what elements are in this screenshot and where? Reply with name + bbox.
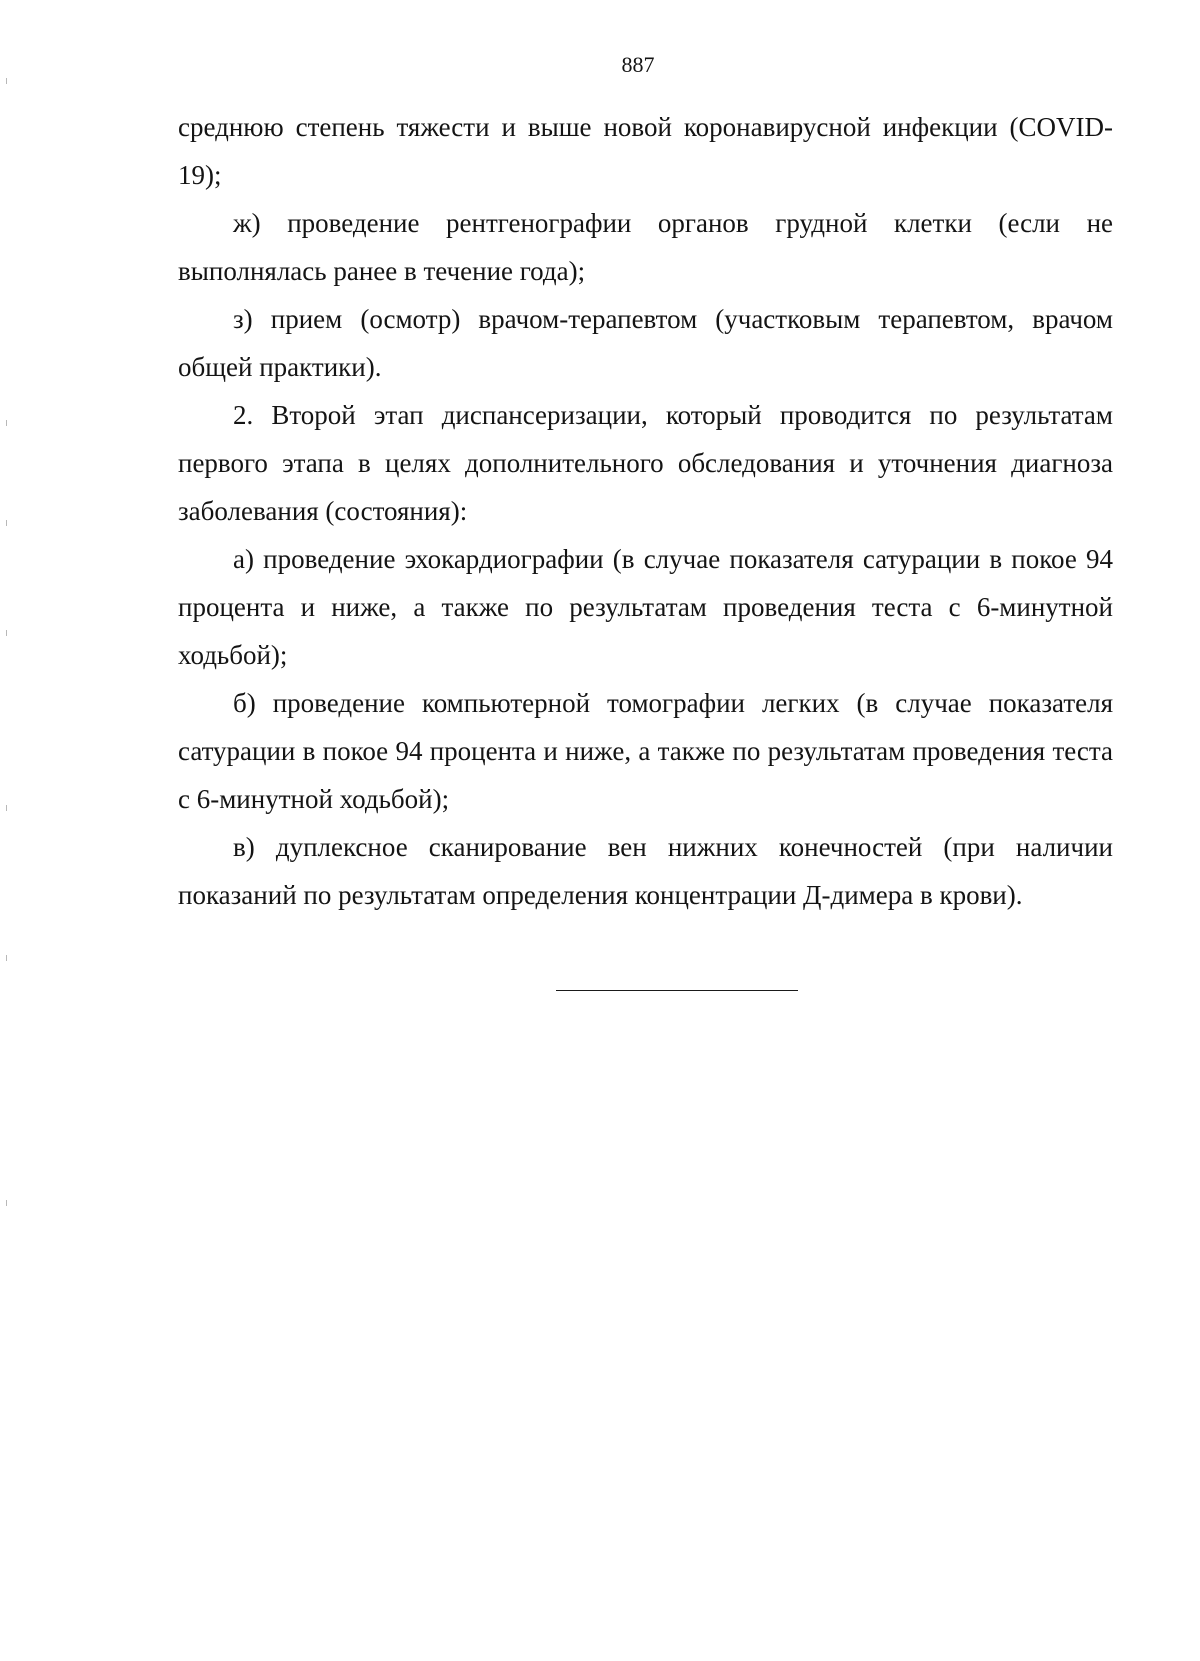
end-separator-line [556, 990, 798, 991]
scan-mark [6, 78, 7, 84]
paragraph-item-a: а) проведение эхокардиографии (в случае показателя сатурации в покое 94 процента и ниже, а также по результатам проведения теста с 6-минутной ходьбой); [178, 544, 1113, 670]
paragraph-continuation: среднюю степень тяжести и выше новой коронавирусной инфекции (COVID-19); [178, 112, 1113, 190]
scan-mark [6, 1200, 7, 1206]
scan-mark [6, 805, 7, 811]
paragraph-item-v: в) дуплексное сканирование вен нижних конечностей (при наличии показаний по результатам определения концентрации Д-димера в крови). [178, 832, 1113, 910]
scan-mark [6, 420, 7, 426]
document-body [178, 103, 1113, 919]
paragraph-item-zh: ж) проведение рентгенографии органов грудной клетки (если не выполнялась ранее в течение года); [178, 208, 1113, 286]
scan-mark [6, 630, 7, 636]
paragraph-section-2: 2. Второй этап диспансеризации, который проводится по результатам первого этапа в целях дополнительного обследования и уточнения диагноза заболевания (состояния): [178, 400, 1113, 526]
page-number: 887 [621, 52, 655, 77]
paragraph-item-b: б) проведение компьютерной томографии легких (в случае показателя сатурации в покое 94 процента и ниже, а также по результатам проведения теста с 6-минутной ходьбой); [178, 688, 1113, 814]
scan-mark [6, 955, 7, 961]
paragraph-item-z: з) прием (осмотр) врачом-терапевтом (участковым терапевтом, врачом общей практики). [178, 304, 1113, 382]
scan-mark [6, 520, 7, 526]
